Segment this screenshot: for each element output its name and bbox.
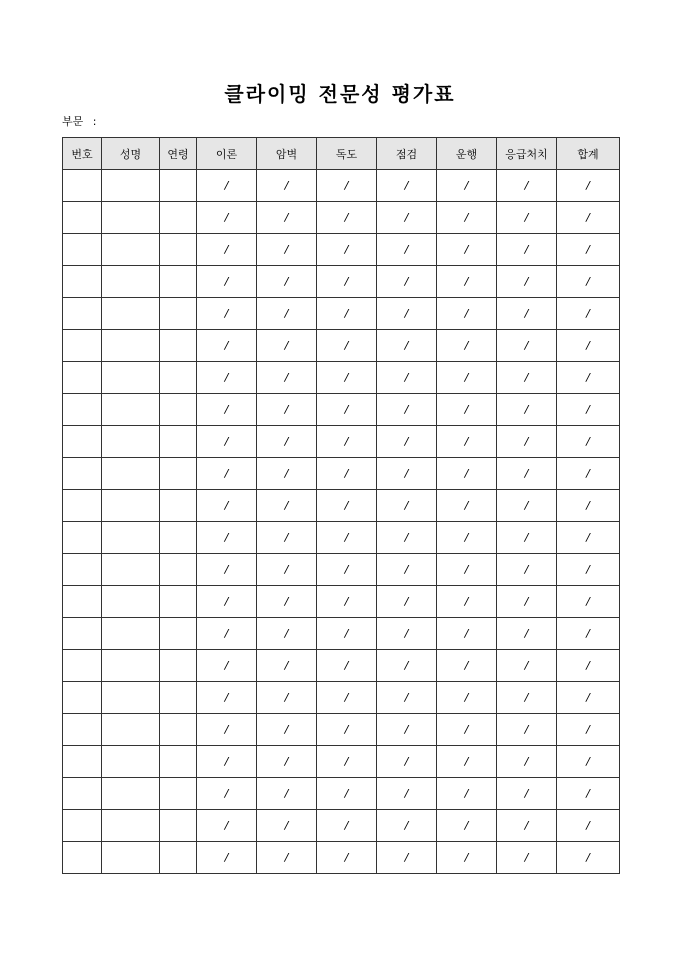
cell-number[interactable]: [63, 618, 102, 650]
cell-inspection[interactable]: /: [377, 618, 437, 650]
cell-operation[interactable]: /: [437, 522, 497, 554]
cell-name[interactable]: [102, 522, 160, 554]
cell-map-reading[interactable]: /: [317, 810, 377, 842]
cell-age[interactable]: [160, 362, 197, 394]
table-row: [63, 266, 620, 298]
cell-total[interactable]: /: [557, 746, 620, 778]
cell-rock-wall[interactable]: /: [257, 458, 317, 490]
table-row: [63, 170, 620, 202]
cell-inspection[interactable]: /: [377, 330, 437, 362]
cell-map-reading[interactable]: /: [317, 394, 377, 426]
cell-first-aid[interactable]: /: [497, 266, 557, 298]
cell-operation[interactable]: /: [437, 458, 497, 490]
cell-name[interactable]: [102, 682, 160, 714]
table-row: [63, 618, 620, 650]
cell-rock-wall[interactable]: /: [257, 586, 317, 618]
cell-inspection[interactable]: /: [377, 522, 437, 554]
cell-number[interactable]: [63, 522, 102, 554]
cell-name[interactable]: [102, 266, 160, 298]
cell-inspection[interactable]: /: [377, 394, 437, 426]
cell-inspection[interactable]: /: [377, 778, 437, 810]
cell-inspection[interactable]: /: [377, 362, 437, 394]
cell-total[interactable]: /: [557, 394, 620, 426]
cell-number[interactable]: [63, 778, 102, 810]
cell-operation[interactable]: /: [437, 842, 497, 874]
cell-map-reading[interactable]: /: [317, 362, 377, 394]
cell-total[interactable]: /: [557, 682, 620, 714]
cell-map-reading[interactable]: /: [317, 586, 377, 618]
cell-operation[interactable]: /: [437, 490, 497, 522]
cell-number[interactable]: [63, 170, 102, 202]
cell-inspection[interactable]: /: [377, 490, 437, 522]
table-row: [63, 362, 620, 394]
cell-total[interactable]: /: [557, 170, 620, 202]
cell-rock-wall[interactable]: /: [257, 490, 317, 522]
cell-map-reading[interactable]: /: [317, 170, 377, 202]
cell-rock-wall[interactable]: /: [257, 394, 317, 426]
evaluation-table: [62, 137, 620, 874]
cell-name[interactable]: [102, 810, 160, 842]
cell-number[interactable]: [63, 650, 102, 682]
table-row: [63, 650, 620, 682]
cell-first-aid[interactable]: /: [497, 394, 557, 426]
cell-total[interactable]: /: [557, 586, 620, 618]
cell-inspection[interactable]: /: [377, 458, 437, 490]
cell-total[interactable]: /: [557, 522, 620, 554]
cell-theory[interactable]: /: [197, 586, 257, 618]
cell-operation[interactable]: /: [437, 586, 497, 618]
cell-first-aid[interactable]: /: [497, 426, 557, 458]
cell-operation[interactable]: /: [437, 650, 497, 682]
cell-age[interactable]: [160, 298, 197, 330]
cell-inspection[interactable]: /: [377, 170, 437, 202]
cell-map-reading[interactable]: /: [317, 458, 377, 490]
cell-name[interactable]: [102, 458, 160, 490]
table-row: [63, 330, 620, 362]
table-row: [63, 202, 620, 234]
column-header-map-reading: 독도: [317, 138, 377, 170]
cell-theory[interactable]: /: [197, 554, 257, 586]
cell-first-aid[interactable]: /: [497, 746, 557, 778]
cell-name[interactable]: [102, 330, 160, 362]
cell-map-reading[interactable]: /: [317, 554, 377, 586]
cell-theory[interactable]: /: [197, 394, 257, 426]
cell-name[interactable]: [102, 778, 160, 810]
cell-age[interactable]: [160, 394, 197, 426]
cell-number[interactable]: [63, 330, 102, 362]
cell-age[interactable]: [160, 330, 197, 362]
cell-operation[interactable]: /: [437, 682, 497, 714]
cell-first-aid[interactable]: /: [497, 522, 557, 554]
cell-operation[interactable]: /: [437, 298, 497, 330]
cell-total[interactable]: /: [557, 554, 620, 586]
cell-age[interactable]: [160, 746, 197, 778]
cell-first-aid[interactable]: /: [497, 490, 557, 522]
cell-first-aid[interactable]: /: [497, 170, 557, 202]
cell-name[interactable]: [102, 842, 160, 874]
cell-age[interactable]: [160, 554, 197, 586]
cell-age[interactable]: [160, 266, 197, 298]
cell-age[interactable]: [160, 842, 197, 874]
cell-name[interactable]: [102, 394, 160, 426]
cell-rock-wall[interactable]: /: [257, 810, 317, 842]
department-label: 부문: [62, 115, 84, 128]
cell-operation[interactable]: /: [437, 362, 497, 394]
cell-age[interactable]: [160, 778, 197, 810]
cell-number[interactable]: [63, 426, 102, 458]
cell-total[interactable]: /: [557, 650, 620, 682]
cell-map-reading[interactable]: /: [317, 714, 377, 746]
cell-total[interactable]: /: [557, 266, 620, 298]
department-field: [62, 113, 96, 129]
cell-number[interactable]: [63, 266, 102, 298]
cell-number[interactable]: [63, 714, 102, 746]
cell-theory[interactable]: /: [197, 778, 257, 810]
cell-inspection[interactable]: /: [377, 682, 437, 714]
cell-number[interactable]: [63, 394, 102, 426]
cell-name[interactable]: [102, 202, 160, 234]
cell-inspection[interactable]: /: [377, 298, 437, 330]
cell-inspection[interactable]: /: [377, 714, 437, 746]
cell-first-aid[interactable]: /: [497, 778, 557, 810]
cell-operation[interactable]: /: [437, 618, 497, 650]
cell-number[interactable]: [63, 362, 102, 394]
cell-total[interactable]: /: [557, 298, 620, 330]
cell-operation[interactable]: /: [437, 202, 497, 234]
cell-theory[interactable]: /: [197, 650, 257, 682]
table-row: [63, 298, 620, 330]
cell-number[interactable]: [63, 682, 102, 714]
cell-operation[interactable]: /: [437, 746, 497, 778]
cell-rock-wall[interactable]: /: [257, 618, 317, 650]
cell-name[interactable]: [102, 554, 160, 586]
cell-first-aid[interactable]: /: [497, 714, 557, 746]
cell-theory[interactable]: /: [197, 490, 257, 522]
cell-map-reading[interactable]: /: [317, 682, 377, 714]
cell-first-aid[interactable]: /: [497, 618, 557, 650]
cell-map-reading[interactable]: /: [317, 202, 377, 234]
cell-theory[interactable]: /: [197, 202, 257, 234]
cell-theory[interactable]: /: [197, 298, 257, 330]
cell-inspection[interactable]: /: [377, 586, 437, 618]
cell-map-reading[interactable]: /: [317, 650, 377, 682]
cell-rock-wall[interactable]: /: [257, 298, 317, 330]
cell-first-aid[interactable]: /: [497, 234, 557, 266]
column-header-age: 연령: [160, 138, 197, 170]
table-row: [63, 842, 620, 874]
table-row: [63, 490, 620, 522]
cell-rock-wall[interactable]: /: [257, 682, 317, 714]
cell-rock-wall[interactable]: /: [257, 842, 317, 874]
cell-first-aid[interactable]: /: [497, 202, 557, 234]
column-header-inspection: 점검: [377, 138, 437, 170]
cell-first-aid[interactable]: /: [497, 810, 557, 842]
cell-age[interactable]: [160, 682, 197, 714]
table-row: [63, 682, 620, 714]
table-row: [63, 746, 620, 778]
cell-total[interactable]: /: [557, 202, 620, 234]
cell-map-reading[interactable]: /: [317, 426, 377, 458]
cell-map-reading[interactable]: /: [317, 778, 377, 810]
cell-theory[interactable]: /: [197, 810, 257, 842]
cell-total[interactable]: /: [557, 842, 620, 874]
cell-rock-wall[interactable]: /: [257, 170, 317, 202]
cell-theory[interactable]: /: [197, 842, 257, 874]
cell-first-aid[interactable]: /: [497, 554, 557, 586]
cell-first-aid[interactable]: /: [497, 298, 557, 330]
cell-name[interactable]: [102, 490, 160, 522]
cell-theory[interactable]: /: [197, 618, 257, 650]
table-row: [63, 426, 620, 458]
cell-first-aid[interactable]: /: [497, 842, 557, 874]
cell-number[interactable]: [63, 746, 102, 778]
cell-map-reading[interactable]: /: [317, 618, 377, 650]
cell-age[interactable]: [160, 234, 197, 266]
cell-inspection[interactable]: /: [377, 650, 437, 682]
cell-number[interactable]: [63, 586, 102, 618]
column-header-rock-wall: 암벽: [257, 138, 317, 170]
cell-number[interactable]: [63, 234, 102, 266]
cell-rock-wall[interactable]: /: [257, 426, 317, 458]
cell-rock-wall[interactable]: /: [257, 362, 317, 394]
cell-age[interactable]: [160, 426, 197, 458]
cell-rock-wall[interactable]: /: [257, 330, 317, 362]
cell-first-aid[interactable]: /: [497, 650, 557, 682]
cell-age[interactable]: [160, 522, 197, 554]
cell-rock-wall[interactable]: /: [257, 522, 317, 554]
cell-rock-wall[interactable]: /: [257, 234, 317, 266]
table-row: [63, 554, 620, 586]
cell-total[interactable]: /: [557, 810, 620, 842]
cell-theory[interactable]: /: [197, 458, 257, 490]
cell-name[interactable]: [102, 650, 160, 682]
cell-theory[interactable]: /: [197, 266, 257, 298]
cell-age[interactable]: [160, 458, 197, 490]
cell-age[interactable]: [160, 490, 197, 522]
cell-operation[interactable]: /: [437, 330, 497, 362]
column-header-operation: 운행: [437, 138, 497, 170]
column-header-name: 성명: [102, 138, 160, 170]
cell-age[interactable]: [160, 650, 197, 682]
cell-first-aid[interactable]: /: [497, 362, 557, 394]
cell-number[interactable]: [63, 554, 102, 586]
cell-number[interactable]: [63, 490, 102, 522]
cell-map-reading[interactable]: /: [317, 298, 377, 330]
cell-total[interactable]: /: [557, 490, 620, 522]
department-separator: :: [92, 115, 97, 128]
cell-name[interactable]: [102, 234, 160, 266]
cell-map-reading[interactable]: /: [317, 266, 377, 298]
table-row: [63, 522, 620, 554]
cell-number[interactable]: [63, 810, 102, 842]
cell-number[interactable]: [63, 458, 102, 490]
column-header-total: 합계: [557, 138, 620, 170]
cell-theory[interactable]: /: [197, 330, 257, 362]
cell-operation[interactable]: /: [437, 170, 497, 202]
column-header-number: 번호: [63, 138, 102, 170]
cell-total[interactable]: /: [557, 778, 620, 810]
cell-inspection[interactable]: /: [377, 426, 437, 458]
cell-rock-wall[interactable]: /: [257, 714, 317, 746]
cell-theory[interactable]: /: [197, 746, 257, 778]
cell-inspection[interactable]: /: [377, 810, 437, 842]
column-header-theory: 이론: [197, 138, 257, 170]
cell-name[interactable]: [102, 714, 160, 746]
table-row: [63, 810, 620, 842]
cell-first-aid[interactable]: /: [497, 458, 557, 490]
table-row: [63, 458, 620, 490]
cell-theory[interactable]: /: [197, 522, 257, 554]
cell-age[interactable]: [160, 618, 197, 650]
cell-name[interactable]: [102, 298, 160, 330]
cell-theory[interactable]: /: [197, 426, 257, 458]
cell-operation[interactable]: /: [437, 778, 497, 810]
cell-name[interactable]: [102, 586, 160, 618]
cell-theory[interactable]: /: [197, 714, 257, 746]
cell-operation[interactable]: /: [437, 234, 497, 266]
table-row: [63, 586, 620, 618]
cell-rock-wall[interactable]: /: [257, 746, 317, 778]
cell-age[interactable]: [160, 202, 197, 234]
cell-first-aid[interactable]: /: [497, 330, 557, 362]
cell-operation[interactable]: /: [437, 810, 497, 842]
cell-age[interactable]: [160, 810, 197, 842]
cell-inspection[interactable]: /: [377, 842, 437, 874]
cell-total[interactable]: /: [557, 618, 620, 650]
cell-name[interactable]: [102, 746, 160, 778]
page-title: 클라이밍 전문성 평가표: [224, 82, 456, 106]
cell-inspection[interactable]: /: [377, 266, 437, 298]
cell-map-reading[interactable]: /: [317, 330, 377, 362]
cell-operation[interactable]: /: [437, 266, 497, 298]
table-header-row: [63, 138, 620, 170]
cell-number[interactable]: [63, 298, 102, 330]
cell-age[interactable]: [160, 586, 197, 618]
cell-rock-wall[interactable]: /: [257, 650, 317, 682]
cell-inspection[interactable]: /: [377, 234, 437, 266]
cell-map-reading[interactable]: /: [317, 842, 377, 874]
cell-map-reading[interactable]: /: [317, 522, 377, 554]
cell-map-reading[interactable]: /: [317, 490, 377, 522]
table-row: [63, 394, 620, 426]
table-body: [63, 170, 620, 874]
cell-number[interactable]: [63, 842, 102, 874]
column-header-first-aid: 응급처치: [497, 138, 557, 170]
cell-total[interactable]: /: [557, 426, 620, 458]
cell-name[interactable]: [102, 362, 160, 394]
cell-total[interactable]: /: [557, 714, 620, 746]
cell-rock-wall[interactable]: /: [257, 778, 317, 810]
cell-operation[interactable]: /: [437, 394, 497, 426]
cell-inspection[interactable]: /: [377, 202, 437, 234]
cell-operation[interactable]: /: [437, 554, 497, 586]
cell-inspection[interactable]: /: [377, 746, 437, 778]
cell-total[interactable]: /: [557, 458, 620, 490]
cell-total[interactable]: /: [557, 234, 620, 266]
table-row: [63, 714, 620, 746]
cell-name[interactable]: [102, 618, 160, 650]
cell-map-reading[interactable]: /: [317, 746, 377, 778]
cell-theory[interactable]: /: [197, 234, 257, 266]
cell-total[interactable]: /: [557, 330, 620, 362]
table-row: [63, 234, 620, 266]
cell-first-aid[interactable]: /: [497, 682, 557, 714]
cell-total[interactable]: /: [557, 362, 620, 394]
cell-theory[interactable]: /: [197, 170, 257, 202]
cell-number[interactable]: [63, 202, 102, 234]
cell-rock-wall[interactable]: /: [257, 266, 317, 298]
table-row: [63, 778, 620, 810]
cell-name[interactable]: [102, 426, 160, 458]
cell-rock-wall[interactable]: /: [257, 554, 317, 586]
cell-first-aid[interactable]: /: [497, 586, 557, 618]
cell-operation[interactable]: /: [437, 714, 497, 746]
cell-age[interactable]: [160, 170, 197, 202]
cell-theory[interactable]: /: [197, 682, 257, 714]
cell-inspection[interactable]: /: [377, 554, 437, 586]
cell-map-reading[interactable]: /: [317, 234, 377, 266]
cell-operation[interactable]: /: [437, 426, 497, 458]
cell-theory[interactable]: /: [197, 362, 257, 394]
cell-rock-wall[interactable]: /: [257, 202, 317, 234]
cell-name[interactable]: [102, 170, 160, 202]
cell-age[interactable]: [160, 714, 197, 746]
